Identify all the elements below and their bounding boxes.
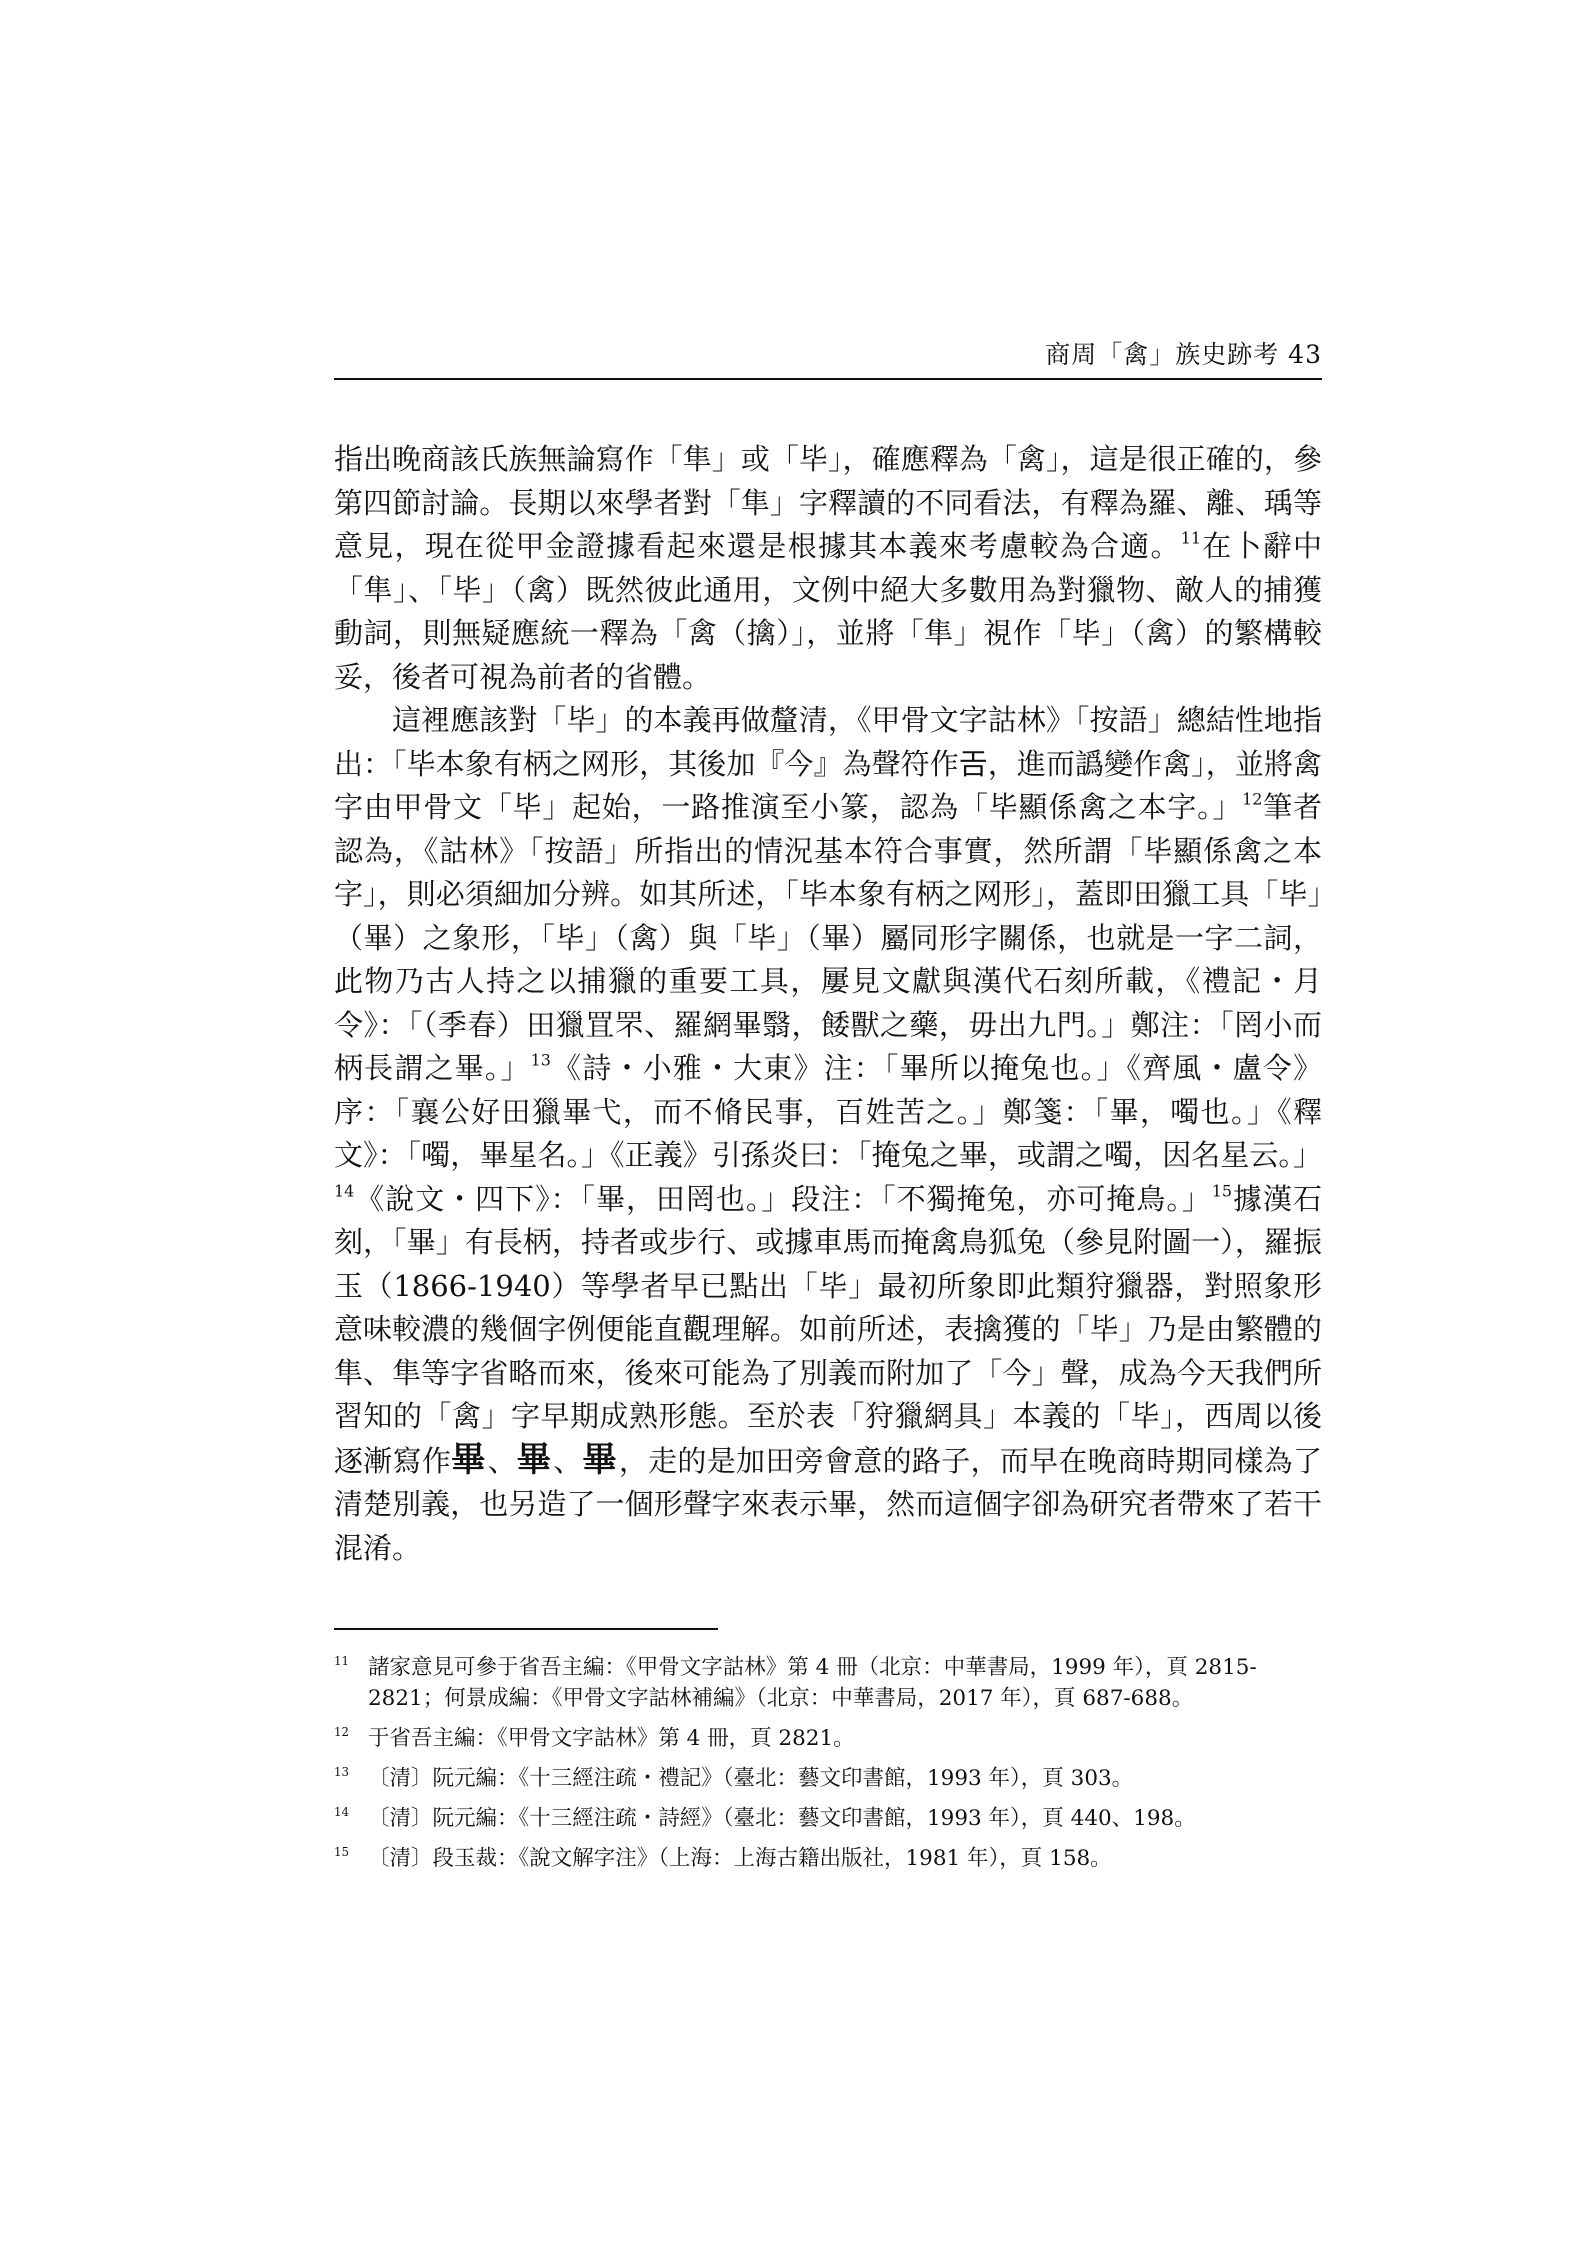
footnote-ref-15[interactable]: 15 [1211, 1180, 1233, 1200]
footnote-11: $^{11}$ 諸家意見可參于省吾主編：《甲骨文字詁林》第 4 冊（北京：中華書局，1999 年），頁 2815-2821；何景成編：《甲骨文字詁林補編》（北京：中華書局，2017 年），頁 687-688。 [334, 1653, 1257, 1711]
footnote-ref-12[interactable]: 12 [1242, 789, 1263, 809]
footnote-12: $^{12}$ 于省吾主編：《甲骨文字詁林》第 4 冊，頁 2821。 [334, 1724, 855, 1751]
footnote-text: 諸家意見可參于省吾主編：《甲骨文字詁林》第 4 冊（北京：中華書局，1999 年），頁 2815-2821；何景成編：《甲骨文字詁林補編》（北京：中華書局，2017 年），頁 687-688。 [368, 1655, 1257, 1711]
footnote-text: 〔清〕阮元編：《十三經注疏・禮記》（臺北：藝文印書館，1993 年），頁 303。 [368, 1766, 1134, 1791]
footnote-ref-14[interactable]: 14 [334, 1180, 355, 1200]
glyph-separator: 、 [553, 1443, 583, 1478]
paragraph-text: 這裡應該對「毕」的本義再做釐清，《甲骨文字詁林》「按語」總結性地指出：「毕本象有柄之网形，其後加『今』為聲符作𢀛，進而譌變作禽」，並將禽字由甲骨文「毕」起始，一路推演至小篆，認為「毕顯係禽之本字。」 [334, 703, 1322, 824]
paragraph-text: 指出晚商該氏族無論寫作「隼」或「毕」，確應釋為「禽」，這是很正確的，參第四節討論。長期以來學者對「隼」字釋讀的不同看法，有釋為羅、離、瑀等意見，現在從甲金證據看起來還是根據其本義來考慮較為合適。 [334, 442, 1322, 563]
bronze-glyph-image: 畢 [582, 1439, 619, 1480]
footnote-14: $^{14}$ 〔清〕阮元編：《十三經注疏・詩經》（臺北：藝文印書館，1993 年），頁 440、198。 [334, 1804, 1196, 1831]
footnote-ref-13[interactable]: 13 [530, 1050, 551, 1070]
paragraph-text: 筆者認為，《詁林》「按語」所指出的情況基本符合事實，然所謂「毕顯係禽之本字」，則必須細加分辨。如其所述，「毕本象有柄之网形」，蓋即田獵工具「毕」（畢）之象形，「毕」（禽）與「毕」（畢）屬同形字關係，也就是一字二詞，此物乃古人持之以捕獵的重要工具，屢見文獻與漢代石刻所載，《禮記・月令》：「（季春）田獵罝罘、羅網畢翳，餧獸之藥，毋出九門。」鄭注：「罔小而柄長謂之畢。」 [334, 790, 1322, 1085]
bronze-glyph-image: 畢 [451, 1439, 488, 1480]
footnote-text: 〔清〕段玉裁：《說文解字注》（上海：上海古籍出版社，1981 年），頁 158。 [368, 1846, 1112, 1871]
paragraph-2 [334, 699, 1322, 1570]
footnote-13: $^{13}$ 〔清〕阮元編：《十三經注疏・禮記》（臺北：藝文印書館，1993 年），頁 303。 [334, 1764, 1134, 1791]
footnote-ref-11[interactable]: 11 [1180, 528, 1202, 548]
paragraph-text: 《說文・四下》：「畢，田罔也。」段注：「不獨掩兔，亦可掩鳥。」 [354, 1181, 1212, 1216]
paragraph-1 [334, 438, 1322, 699]
footnote-divider [334, 1628, 718, 1630]
paragraph-text: 《詩・小雅・大東》注：「畢所以掩兔也。」《齊風・盧令》序：「襄公好田獵畢弋，而不脩民事，百姓苦之。」鄭箋：「畢，噣也。」《釋文》：「噣，畢星名。」《正義》引孫炎曰：「掩兔之畢，或謂之噣，因名星云。」 [334, 1051, 1322, 1172]
footnote-text: 于省吾主編：《甲骨文字詁林》第 4 冊，頁 2821。 [368, 1726, 855, 1751]
footnote-15: $^{15}$ 〔清〕段玉裁：《說文解字注》（上海：上海古籍出版社，1981 年），頁 158。 [334, 1844, 1112, 1871]
glyph-separator: 、 [487, 1443, 517, 1478]
running-header [334, 340, 1322, 380]
footnotes [334, 1652, 1322, 1883]
paragraph-text: 在卜辭中「隼」、「毕」（禽）既然彼此通用，文例中絕大多數用為對獵物、敵人的捕獲動詞，則無疑應統一釋為「禽（擒）」，並將「隼」視作「毕」（禽）的繁構較妥，後者可視為前者的省體。 [334, 529, 1322, 694]
footnote-text: 〔清〕阮元編：《十三經注疏・詩經》（臺北：藝文印書館，1993 年），頁 440、198。 [368, 1806, 1196, 1831]
paragraph-text: ，走的是加田旁會意的路子，而早在晚商時期同樣為了清楚別義，也另造了一個形聲字來表示畢，然而這個字卻為研究者帶來了若干混淆。 [334, 1443, 1322, 1565]
bronze-glyph-image: 畢 [516, 1439, 554, 1480]
running-title: 商周「禽」族史跡考 43 [1045, 340, 1322, 369]
body-text [334, 438, 1322, 1570]
paragraph-text: 據漢石刻，「畢」有長柄，持者或步行、或據車馬而掩禽鳥狐兔（參見附圖一），羅振玉（1866-1940）等學者早已點出「毕」最初所象即此類狩獵器，對照象形意味較濃的幾個字例便能直觀理解。如前所述，表擒獲的「毕」乃是由繁體的隼、隼等字省略而來，後來可能為了別義而附加了「今」聲，成為今天我們所習知的「禽」字早期成熟形態。至於表「狩獵網具」本義的「毕」，西周以後逐漸寫作 [334, 1181, 1322, 1478]
